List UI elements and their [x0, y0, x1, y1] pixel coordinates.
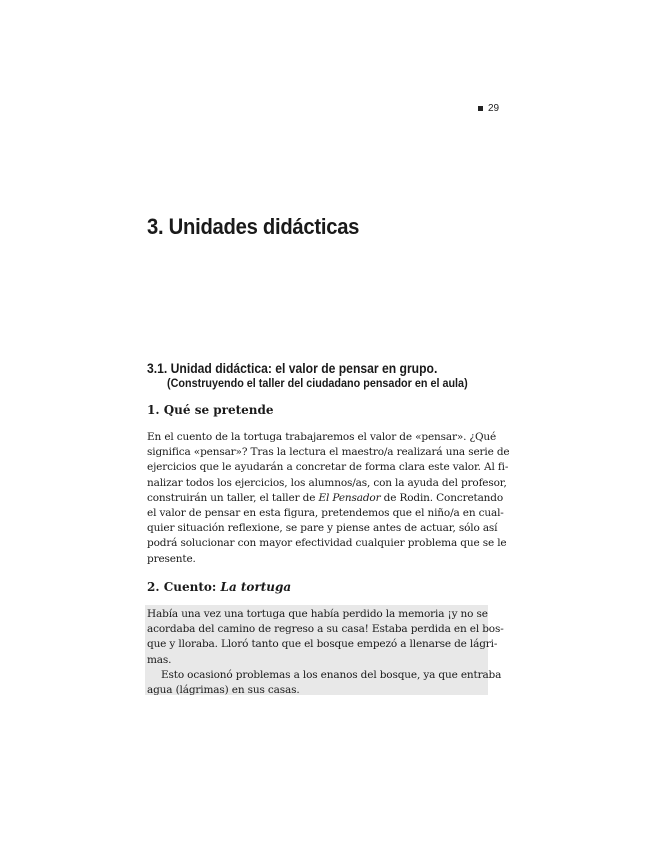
heading-prefix: 2. Cuento: [147, 580, 221, 594]
story-line: que y lloraba. Lloró tanto que el bosque empezó a llenarse de lágri- [147, 638, 498, 651]
story-line: agua (lágrimas) en sus casas. [147, 684, 300, 697]
story-line: acordaba del camino de regreso a su casa! Estaba perdida en el bos- [147, 623, 504, 636]
heading-cuento [147, 580, 291, 594]
page-number [478, 103, 499, 114]
text-segment: de Rodin. Concretando [380, 491, 504, 504]
section-subtitle: (Construyendo el taller del ciudadano pensador en el aula) [167, 376, 468, 390]
intro-paragraph [147, 430, 510, 567]
bullet-square-icon [478, 106, 483, 111]
story-line: Esto ocasionó problemas a los enanos del bosque, ya que entraba [161, 668, 502, 681]
story-paragraph [147, 607, 504, 698]
text-line: el valor de pensar en esta figura, pretendemos que el niño/a en cual- [147, 507, 504, 520]
text-line: ejercicios que le ayudarán a concretar de forma clara este valor. Al fi- [147, 461, 509, 474]
text-line: podrá solucionar con mayor efectividad cualquier problema que se le [147, 537, 507, 550]
work-title: El Pensador [318, 491, 381, 504]
text-line: presente. [147, 552, 196, 565]
page-number-text: 29 [488, 103, 500, 114]
story-title: La tortuga [220, 580, 292, 594]
story-line: mas. [147, 653, 172, 666]
text-segment: construirán un taller, el taller de [147, 491, 319, 504]
section-title: 3.1. Unidad didáctica: el valor de pensar en grupo. [147, 361, 438, 376]
text-line: significa «pensar»? Tras la lectura el maestro/a realizará una serie de [147, 446, 510, 459]
story-line: Había una vez una tortuga que había perdido la memoria ¡y no se [147, 608, 488, 620]
text-line [147, 491, 504, 506]
text-line: En el cuento de la tortuga trabajaremos el valor de «pensar». ¿Qué [147, 431, 497, 443]
chapter-title: 3. Unidades didácticas [147, 214, 360, 239]
text-line: quier situación reflexione, se pare y piense antes de actuar, sólo así [147, 522, 498, 535]
text-line: nalizar todos los ejercicios, los alumnos/as, con la ayuda del profesor, [147, 476, 507, 489]
heading-que-se-pretende: 1. Qué se pretende [147, 403, 274, 417]
